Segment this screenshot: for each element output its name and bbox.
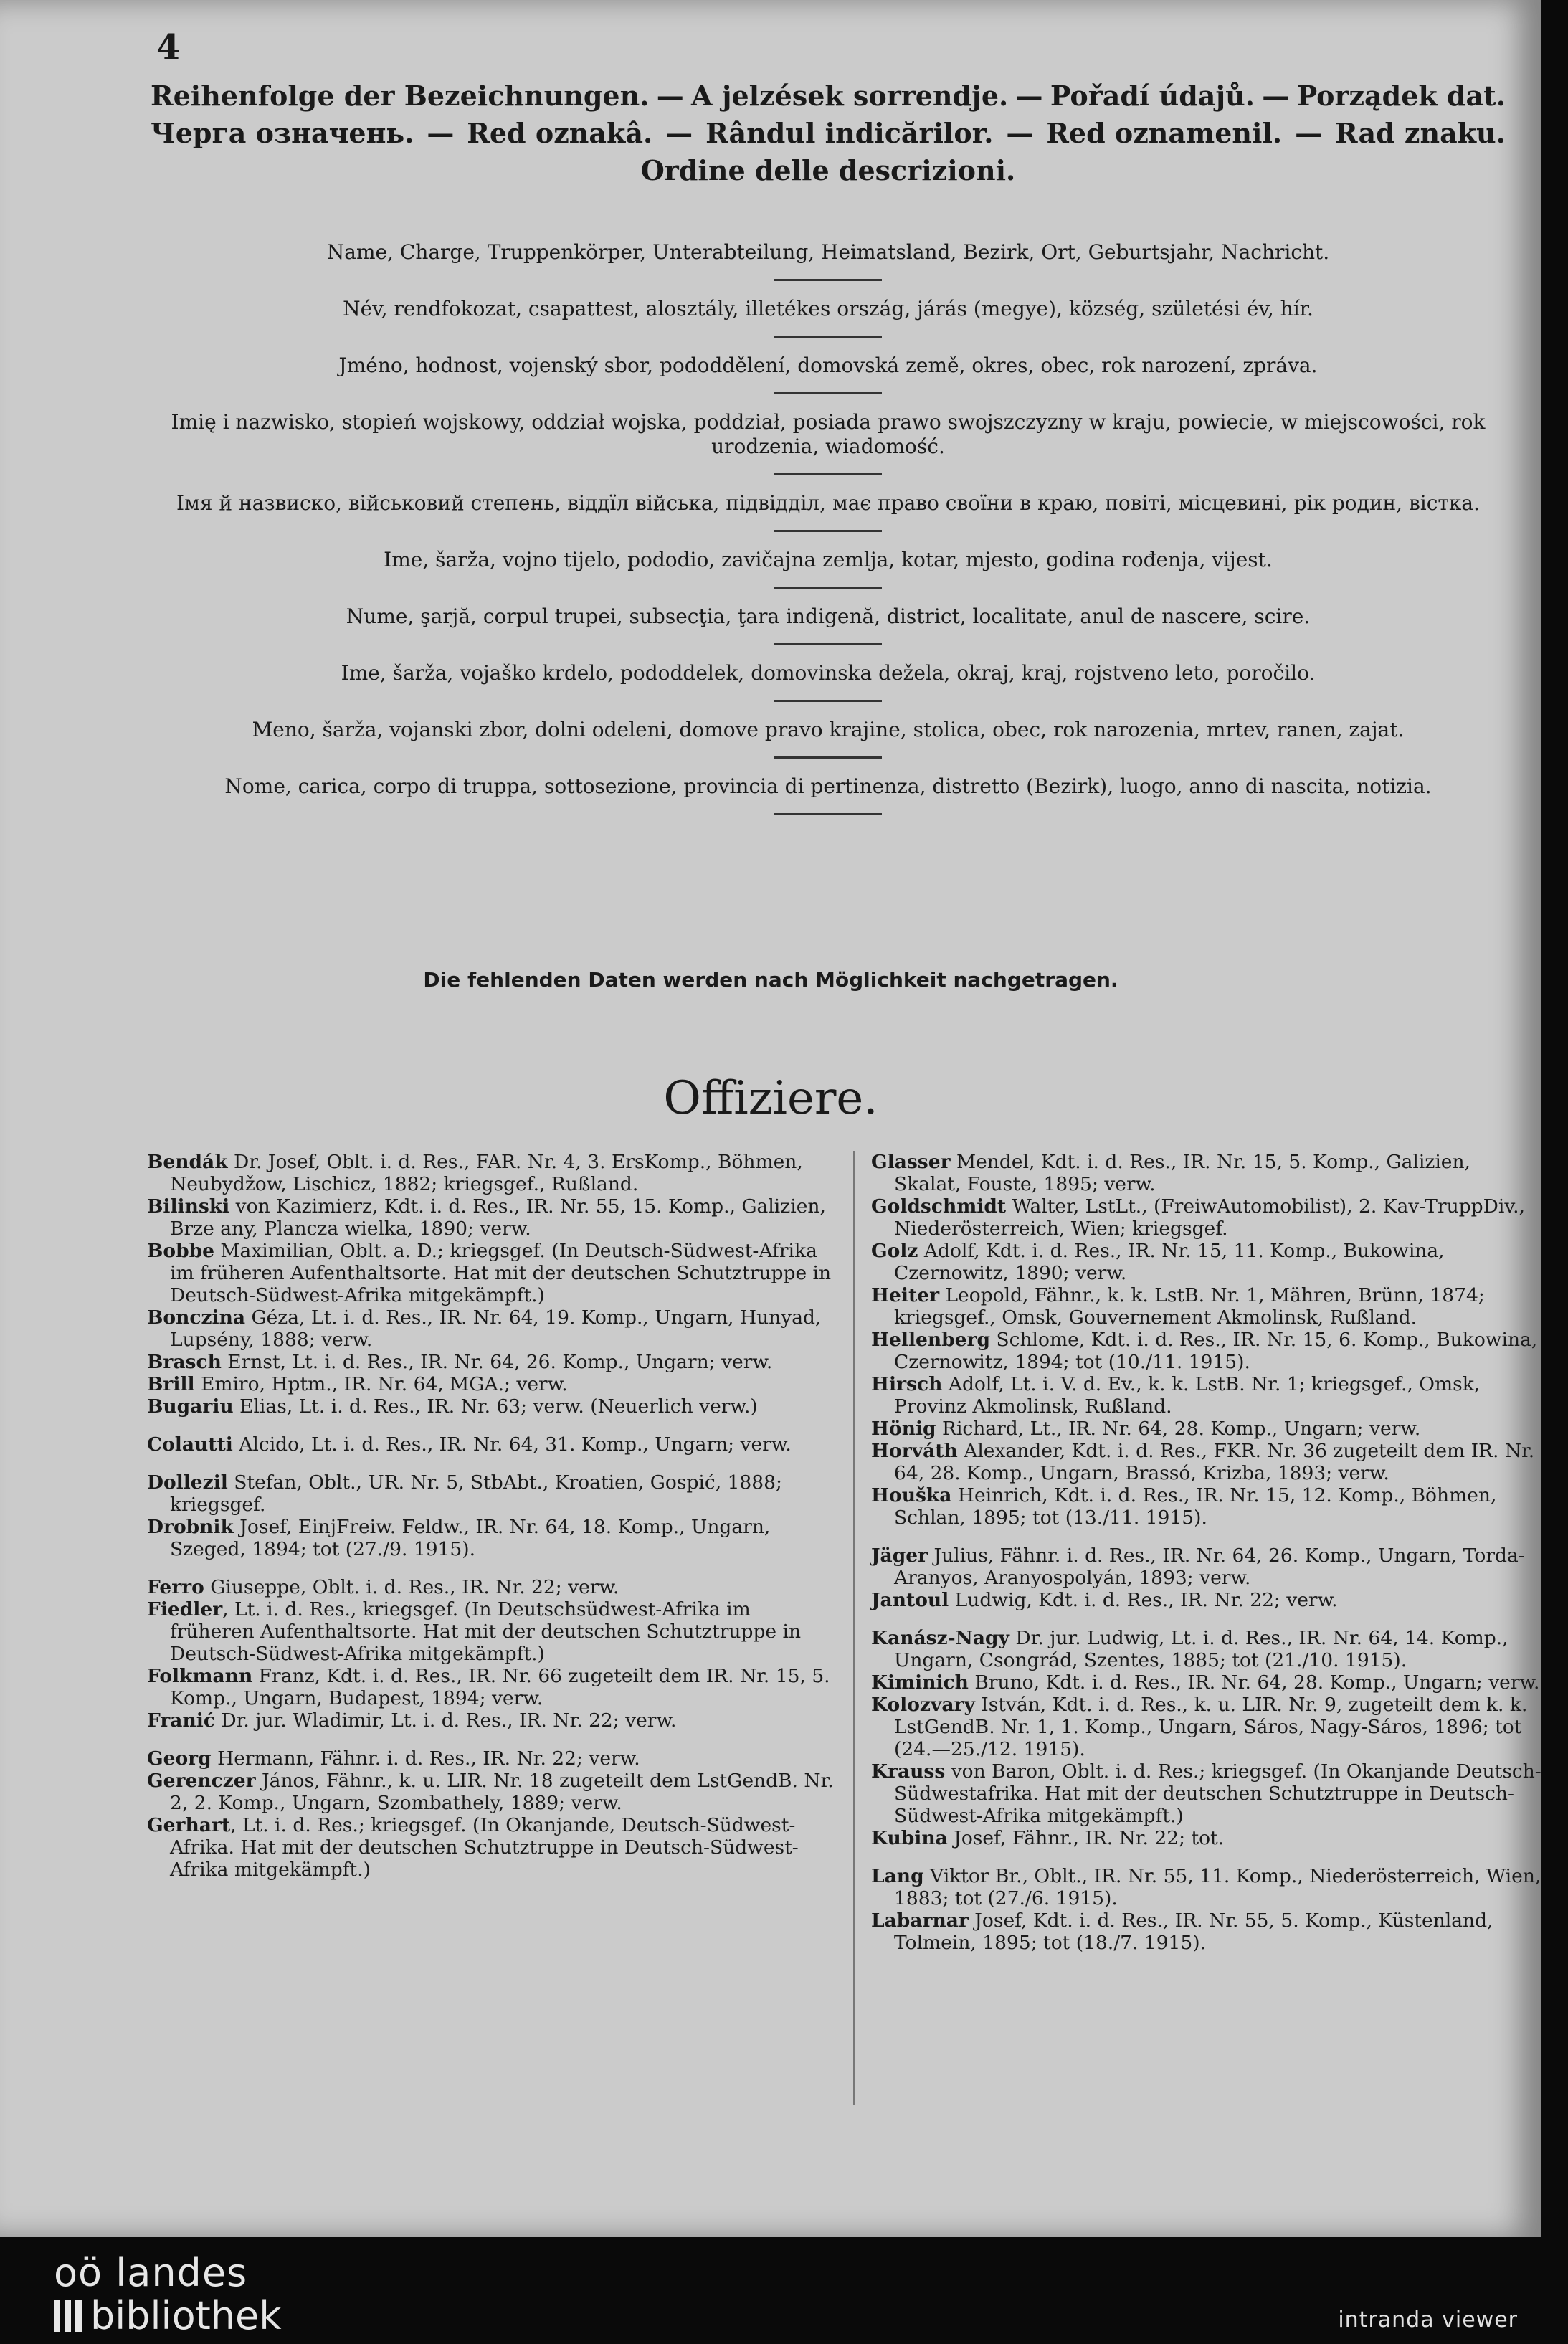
officer-details: , Lt. i. d. Res., kriegsgef. (In Deutschsüdwest-Afrika im früheren Aufenthaltsorte. Hat mit der deutschen Schutztruppe in Deutsch-Südwest-Afrika mitgekämpft.) <box>170 1598 802 1665</box>
logo-line-1: oö landes <box>54 2250 248 2295</box>
officer-details: Franz, Kdt. i. d. Res., IR. Nr. 66 zugeteilt dem IR. Nr. 15, 5. Komp., Ungarn, Budapest, 1894; verw. <box>170 1665 830 1709</box>
separator-rule <box>774 756 882 759</box>
header-dash: — <box>656 80 684 112</box>
officer-surname: Bonczina <box>147 1306 246 1329</box>
header-line-1 <box>151 77 1506 115</box>
officer-surname: Gerenczer <box>147 1770 256 1792</box>
separator-rule <box>774 587 882 589</box>
officer-details: Adolf, Lt. i. V. d. Ev., k. k. LstB. Nr. 1; kriegsgef., Omsk, Provinz Akmolinsk, Rußland. <box>894 1373 1481 1418</box>
language-line-text: Nome, carica, corpo di truppa, sottosezione, provincia di pertinenza, distretto (Bezirk), luogo, anno di nascita, notizia. <box>224 774 1432 798</box>
officer-details: Richard, Lt., IR. Nr. 64, 28. Komp., Ungarn; verw. <box>936 1418 1421 1440</box>
officer-details: Maximilian, Oblt. a. D.; kriegsgef. (In Deutsch-Südwest-Afrika im früheren Aufenthaltsorte. Hat mit der deutschen Schutztruppe in Deutsch-Südwest-Afrika mitgekämpft.) <box>170 1240 832 1306</box>
language-line <box>151 240 1506 281</box>
officer-details: Alcido, Lt. i. d. Res., IR. Nr. 64, 31. Komp., Ungarn; verw. <box>232 1433 792 1456</box>
officer-surname: Bilinski <box>147 1195 230 1218</box>
language-line-text: Name, Charge, Truppenkörper, Unterabteilung, Heimatsland, Bezirk, Ort, Geburtsjahr, Nachricht. <box>326 240 1330 264</box>
officer-details: von Baron, Oblt. i. d. Res.; kriegsgef. (In Okanjande Deutsch-Südwestafrika. Hat mit der deutschen Schutztruppe in Deutsch-Südwest-Afrika mitgekämpft.) <box>894 1760 1541 1827</box>
officer-entry <box>871 1589 1541 1611</box>
officer-surname: Ferro <box>147 1576 204 1598</box>
officer-entry <box>147 1471 835 1516</box>
officer-entry <box>871 1151 1541 1195</box>
officer-details: Géza, Lt. i. d. Res., IR. Nr. 64, 19. Komp., Ungarn, Hunyad, Lupsény, 1888; verw. <box>170 1306 822 1351</box>
officer-details: Dr. Josef, Oblt. i. d. Res., FAR. Nr. 4, 3. ErsKomp., Böhmen, Neubydžow, Lischicz, 1882; kriegsgef., Rußland. <box>170 1151 803 1195</box>
viewer-label: intranda viewer <box>1338 2307 1518 2333</box>
officer-details: Dr. jur. Ludwig, Lt. i. d. Res., IR. Nr. 64, 14. Komp., Ungarn, Csongrád, Szentes, 1885; tot (21./10. 1915). <box>894 1627 1508 1671</box>
separator-rule <box>774 473 882 475</box>
officer-details: , Lt. i. d. Res.; kriegsgef. (In Okanjande, Deutsch-Südwest-Afrika. Hat mit der deutschen Schutztruppe in Deutsch-Südwest-Afrika mitgekämpft.) <box>170 1814 799 1881</box>
officer-surname: Kanász-Nagy <box>871 1627 1009 1649</box>
officer-surname: Gerhart <box>147 1814 231 1836</box>
officer-surname: Folkmann <box>147 1665 253 1687</box>
logo-line-2 <box>54 2295 282 2338</box>
officer-entry <box>147 1709 835 1732</box>
officer-details: Mendel, Kdt. i. d. Res., IR. Nr. 15, 5. Komp., Galizien, Skalat, Fouste, 1895; verw. <box>894 1151 1470 1195</box>
officer-surname: Brill <box>147 1373 195 1395</box>
officer-entry <box>871 1909 1541 1954</box>
officer-entry <box>871 1484 1541 1529</box>
language-line <box>151 548 1506 589</box>
officer-surname: Kubina <box>871 1827 948 1849</box>
header-item: Reihenfolge der Bezeichnungen. <box>151 80 650 112</box>
header-item: A jelzések sorrendje. <box>691 80 1009 112</box>
officer-entry <box>147 1814 835 1881</box>
officer-surname: Jäger <box>871 1545 928 1567</box>
officer-surname: Drobnik <box>147 1516 234 1538</box>
officer-surname: Houška <box>871 1484 952 1506</box>
officer-surname: Bobbe <box>147 1240 214 1262</box>
officer-details: Adolf, Kdt. i. d. Res., IR. Nr. 15, 11. Komp., Bukowina, Czernowitz, 1890; verw. <box>894 1240 1445 1284</box>
officer-entry <box>147 1306 835 1351</box>
header-dash: — <box>665 117 693 149</box>
language-line <box>151 410 1506 475</box>
separator-rule <box>774 336 882 338</box>
header-dash: — <box>1015 80 1043 112</box>
officer-entry <box>871 1865 1541 1909</box>
officer-entry <box>147 1576 835 1598</box>
language-line-text: Ime, šarža, vojno tijelo, pododio, zavičajna zemlja, kotar, mjesto, godina rođenja, vijest. <box>384 548 1273 571</box>
officer-details: János, Fähnr., k. u. LIR. Nr. 18 zugeteilt dem LstGendB. Nr. 2, 2. Komp., Ungarn, Szombathely, 1889; verw. <box>170 1770 834 1814</box>
logo-line-2-text: bibliothek <box>90 2293 282 2338</box>
entries-column-left <box>147 1151 835 1881</box>
officer-details: Viktor Br., Oblt., IR. Nr. 55, 11. Komp., Niederösterreich, Wien, 1883; tot (27./6. 1915). <box>894 1865 1541 1909</box>
officer-details: Heinrich, Kdt. i. d. Res., IR. Nr. 15, 12. Komp., Böhmen, Schlan, 1895; tot (13./11. 1915). <box>894 1484 1497 1529</box>
language-line-text: Nume, şarjă, corpul trupei, subsecţia, ţara indigenă, district, localitate, anul de nascere, scire. <box>346 604 1311 628</box>
officer-surname: Krauss <box>871 1760 946 1783</box>
officer-entry <box>147 1516 835 1560</box>
officer-entry <box>147 1373 835 1395</box>
officer-details: Walter, LstLt., (FreiwAutomobilist), 2. Kav-TruppDiv., Niederösterreich, Wien; kriegsgef. <box>894 1195 1526 1240</box>
header-item: Черга означень. <box>151 117 414 149</box>
header-item: Porządek dat. <box>1296 80 1506 112</box>
officer-details: Emiro, Hptm., IR. Nr. 64, MGA.; verw. <box>194 1373 568 1395</box>
officer-details: Josef, EinjFreiw. Feldw., IR. Nr. 64, 18. Komp., Ungarn, Szeged, 1894; tot (27./9. 1915). <box>170 1516 771 1560</box>
header-dash: — <box>1006 117 1034 149</box>
separator-rule <box>774 279 882 281</box>
officer-surname: Fiedler <box>147 1598 223 1621</box>
header-item: Pořadí údajů. <box>1050 80 1255 112</box>
language-line-text: Ime, šarža, vojaško krdelo, pododdelek, domovinska dežela, okraj, kraj, rojstveno leto, poročilo. <box>341 661 1316 685</box>
header-item: Red oznamenil. <box>1046 117 1283 149</box>
officer-entry <box>147 1433 835 1456</box>
officer-surname: Jantoul <box>871 1589 949 1611</box>
officer-entry <box>871 1240 1541 1284</box>
page-number: 4 <box>156 27 181 67</box>
header-item: Red oznakâ. <box>467 117 653 149</box>
officer-entry <box>871 1627 1541 1671</box>
language-line-text: Név, rendfokozat, csapattest, alosztály, illetékes ország, járás (megye), község, születési év, hír. <box>343 297 1313 321</box>
officer-entry <box>871 1329 1541 1373</box>
officer-entry <box>871 1373 1541 1418</box>
officer-surname: Heiter <box>871 1284 940 1306</box>
missing-data-note: Die fehlenden Daten werden nach Möglichkeit nachgetragen. <box>423 968 1118 992</box>
officer-entry <box>871 1440 1541 1484</box>
officer-details: István, Kdt. i. d. Res., k. u. LIR. Nr. 9, zugeteilt dem k. k. LstGendB. Nr. 1, 1. Komp., Ungarn, Sáros, Nagy-Sáros, 1896; tot (24.—25./12. 1915). <box>894 1694 1528 1760</box>
language-line <box>151 354 1506 394</box>
officer-entry <box>871 1418 1541 1440</box>
officer-surname: Dollezil <box>147 1471 228 1494</box>
officer-entry <box>871 1284 1541 1329</box>
language-line <box>151 491 1506 532</box>
officer-surname: Labarnar <box>871 1909 969 1932</box>
officer-entry <box>871 1195 1541 1240</box>
library-logo <box>54 2252 282 2338</box>
officer-entry <box>147 1665 835 1709</box>
language-line <box>151 774 1506 815</box>
entries-column-right <box>871 1151 1541 1954</box>
officer-surname: Golz <box>871 1240 918 1262</box>
language-line <box>151 661 1506 702</box>
language-line <box>151 604 1506 645</box>
header-dash: — <box>1295 117 1323 149</box>
officer-surname: Bendák <box>147 1151 228 1173</box>
officer-surname: Hönig <box>871 1418 936 1440</box>
officer-details: Leopold, Fähnr., k. k. LstB. Nr. 1, Mähren, Brünn, 1874; kriegsgef., Omsk, Gouvernement Akmolinsk, Rußland. <box>894 1284 1485 1329</box>
header-line-3 <box>151 152 1506 189</box>
officer-details: Hermann, Fähnr. i. d. Res., IR. Nr. 22; verw. <box>211 1747 640 1770</box>
header-item: Ordine delle descrizioni. <box>640 154 1016 186</box>
language-line-text: Jméno, hodnost, vojenský sbor, pododdělení, domovská země, okres, obec, rok narození, zpráva. <box>338 354 1318 377</box>
officer-details: Josef, Kdt. i. d. Res., IR. Nr. 55, 5. Komp., Küstenland, Tolmein, 1895; tot (18./7. 1915). <box>894 1909 1493 1954</box>
language-line <box>151 297 1506 338</box>
officer-entry <box>147 1195 835 1240</box>
officer-surname: Brasch <box>147 1351 222 1373</box>
officer-details: Bruno, Kdt. i. d. Res., IR. Nr. 64, 28. Komp., Ungarn; verw. <box>968 1671 1540 1694</box>
officer-surname: Glasser <box>871 1151 951 1173</box>
officer-details: Dr. jur. Wladimir, Lt. i. d. Res., IR. Nr. 22; verw. <box>214 1709 677 1732</box>
officer-entry <box>871 1545 1541 1589</box>
officer-surname: Horváth <box>871 1440 958 1462</box>
officer-surname: Kiminich <box>871 1671 969 1694</box>
officer-entry <box>147 1240 835 1306</box>
officer-surname: Hellenberg <box>871 1329 991 1351</box>
officer-details: von Kazimierz, Kdt. i. d. Res., IR. Nr. 55, 15. Komp., Galizien, Brze any, Plancza wielka, 1890; verw. <box>170 1195 826 1240</box>
officer-entry <box>871 1671 1541 1694</box>
officer-entry <box>147 1598 835 1665</box>
officer-details: Giuseppe, Oblt. i. d. Res., IR. Nr. 22; verw. <box>204 1576 619 1598</box>
section-title: Offiziere. <box>663 1072 878 1125</box>
officer-entry <box>147 1151 835 1195</box>
officer-surname: Goldschmidt <box>871 1195 1007 1218</box>
header-item: Rad znaku. <box>1335 117 1506 149</box>
language-legend <box>151 240 1506 831</box>
officer-details: Ludwig, Kdt. i. d. Res., IR. Nr. 22; verw. <box>949 1589 1338 1611</box>
header-dash: — <box>427 117 455 149</box>
officer-entry <box>147 1770 835 1814</box>
column-divider <box>853 1151 855 2105</box>
officer-entry <box>147 1747 835 1770</box>
header-item: Rândul indicărilor. <box>705 117 994 149</box>
officer-surname: Hirsch <box>871 1373 943 1395</box>
officer-entry <box>147 1395 835 1418</box>
officer-entry <box>871 1827 1541 1849</box>
officer-details: Alexander, Kdt. i. d. Res., FKR. Nr. 36 zugeteilt dem IR. Nr. 64, 28. Komp., Ungarn, Brassó, Krizba, 1893; verw. <box>894 1440 1535 1484</box>
separator-rule <box>774 700 882 702</box>
officer-details: Stefan, Oblt., UR. Nr. 5, StbAbt., Kroatien, Gospić, 1888; kriegsgef. <box>170 1471 782 1516</box>
officer-surname: Georg <box>147 1747 212 1770</box>
officer-details: Ernst, Lt. i. d. Res., IR. Nr. 64, 26. Komp., Ungarn; verw. <box>221 1351 773 1373</box>
separator-rule <box>774 643 882 645</box>
logo-bars-icon <box>54 2300 82 2332</box>
officer-surname: Bugariu <box>147 1395 234 1418</box>
officer-details: Josef, Fähnr., IR. Nr. 22; tot. <box>947 1827 1225 1849</box>
officer-surname: Lang <box>871 1865 924 1887</box>
header-dash: — <box>1262 80 1290 112</box>
officer-entry <box>147 1351 835 1373</box>
officer-details: Elias, Lt. i. d. Res., IR. Nr. 63; verw. (Neuerlich verw.) <box>233 1395 758 1418</box>
language-line <box>151 718 1506 759</box>
language-line-text: Імя й назвиско, військовий степень, віддїл війська, підвідділ, має право своїни в краю, повіті, місцевині, рік родин, вістка. <box>176 491 1480 515</box>
separator-rule <box>774 392 882 394</box>
officer-surname: Franić <box>147 1709 215 1732</box>
separator-rule <box>774 813 882 815</box>
officer-details: Julius, Fähnr. i. d. Res., IR. Nr. 64, 26. Komp., Ungarn, Torda-Aranyos, Aranyospolyán, 1893; verw. <box>894 1545 1525 1589</box>
language-line-text: Imię i nazwisko, stopień wojskowy, oddział wojska, poddział, posiada prawo swojszczyzny w kraju, powiecie, w miejscowości, rok urodzenia, wiadomość. <box>171 410 1486 458</box>
header-line-2 <box>151 115 1506 152</box>
officer-details: Schlome, Kdt. i. d. Res., IR. Nr. 15, 6. Komp., Bukowina, Czernowitz, 1894; tot (10./11. 1915). <box>894 1329 1538 1373</box>
page-header <box>151 77 1506 189</box>
officer-entry <box>871 1694 1541 1760</box>
officer-surname: Kolozvary <box>871 1694 975 1716</box>
separator-rule <box>774 530 882 532</box>
officer-surname: Colautti <box>147 1433 233 1456</box>
language-line-text: Meno, šarža, vojanski zbor, dolni odeleni, domove pravo krajine, stolica, obec, rok narozenia, mrtev, ranen, zajat. <box>252 718 1405 741</box>
officer-entry <box>871 1760 1541 1827</box>
